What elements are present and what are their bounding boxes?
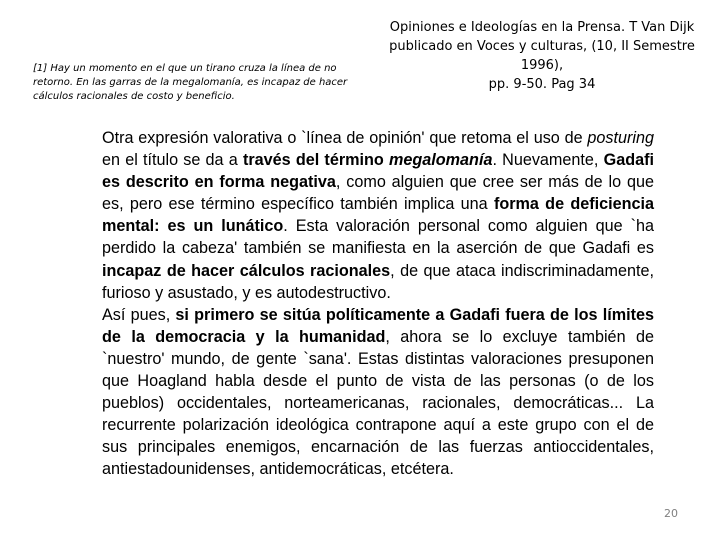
- text-run: . Nuevamente,: [492, 151, 604, 170]
- text-run: si primero se sitúa políticamente a Gadafi fuera de los límites de la democracia y la humanidad: [102, 305, 654, 346]
- text-run: . Esta valoración personal como alguien que `ha perdido la cabeza' también se manifiesta en la aserción de que Gadafi es: [102, 217, 654, 258]
- text-run: , de que ataca indiscriminadamente, furioso y asustado, y es autodestructivo.: [102, 261, 654, 302]
- citation-header: [367, 18, 717, 94]
- text-run: megalomanía: [388, 151, 493, 170]
- text-run: Gadafi es descrito en forma negativa: [102, 151, 654, 192]
- page-number: 20: [664, 507, 678, 520]
- text-run: en el título se da a: [102, 151, 243, 170]
- text-run: forma de deficiencia mental: es un lunático: [102, 195, 654, 236]
- text-run: posturing: [587, 129, 654, 147]
- footnote: [1] Hay un momento en el que un tirano cruza la línea de no retorno. En las garras de la megalomanía, es incapaz de hacer cálculos racionales de costo y beneficio.: [33, 63, 348, 102]
- text-run: través del término: [242, 151, 389, 170]
- citation-line-3: pp. 9-50. Pag 34: [488, 77, 596, 92]
- text-run: , ahora se lo excluye también de `nuestro' mundo, de gente `sana'. Estas distintas valoraciones presuponen que Hoagland habla desde el punto de vista de las personas (o de los pueblos) occidentales, norteamericanas, racionales, democráticas... La recurrente polarización ideológica contrapone aquí a este grupo con el de sus principales enemigos, encarnación de las fuerzas antioccidentales, antiestadounidenses, antidemocráticas, etcétera.: [102, 327, 655, 479]
- body-text: [102, 127, 654, 481]
- citation-line-2: publicado en Voces y culturas, (10, II Semestre 1996),: [389, 39, 695, 73]
- text-run: incapaz de hacer cálculos racionales: [102, 261, 391, 280]
- paragraph-2: [102, 304, 654, 481]
- citation-line-1: Opiniones e Ideologías en la Prensa. T Van Dijk: [389, 20, 695, 35]
- text-run: , como alguien que cree ser más de lo que es, pero ese término específico también implica una: [102, 173, 654, 214]
- paragraph-1: [102, 127, 654, 304]
- text-run: Otra expresión valorativa o `línea de opinión' que retoma el uso de: [102, 129, 588, 147]
- text-run: Así pues,: [102, 305, 176, 324]
